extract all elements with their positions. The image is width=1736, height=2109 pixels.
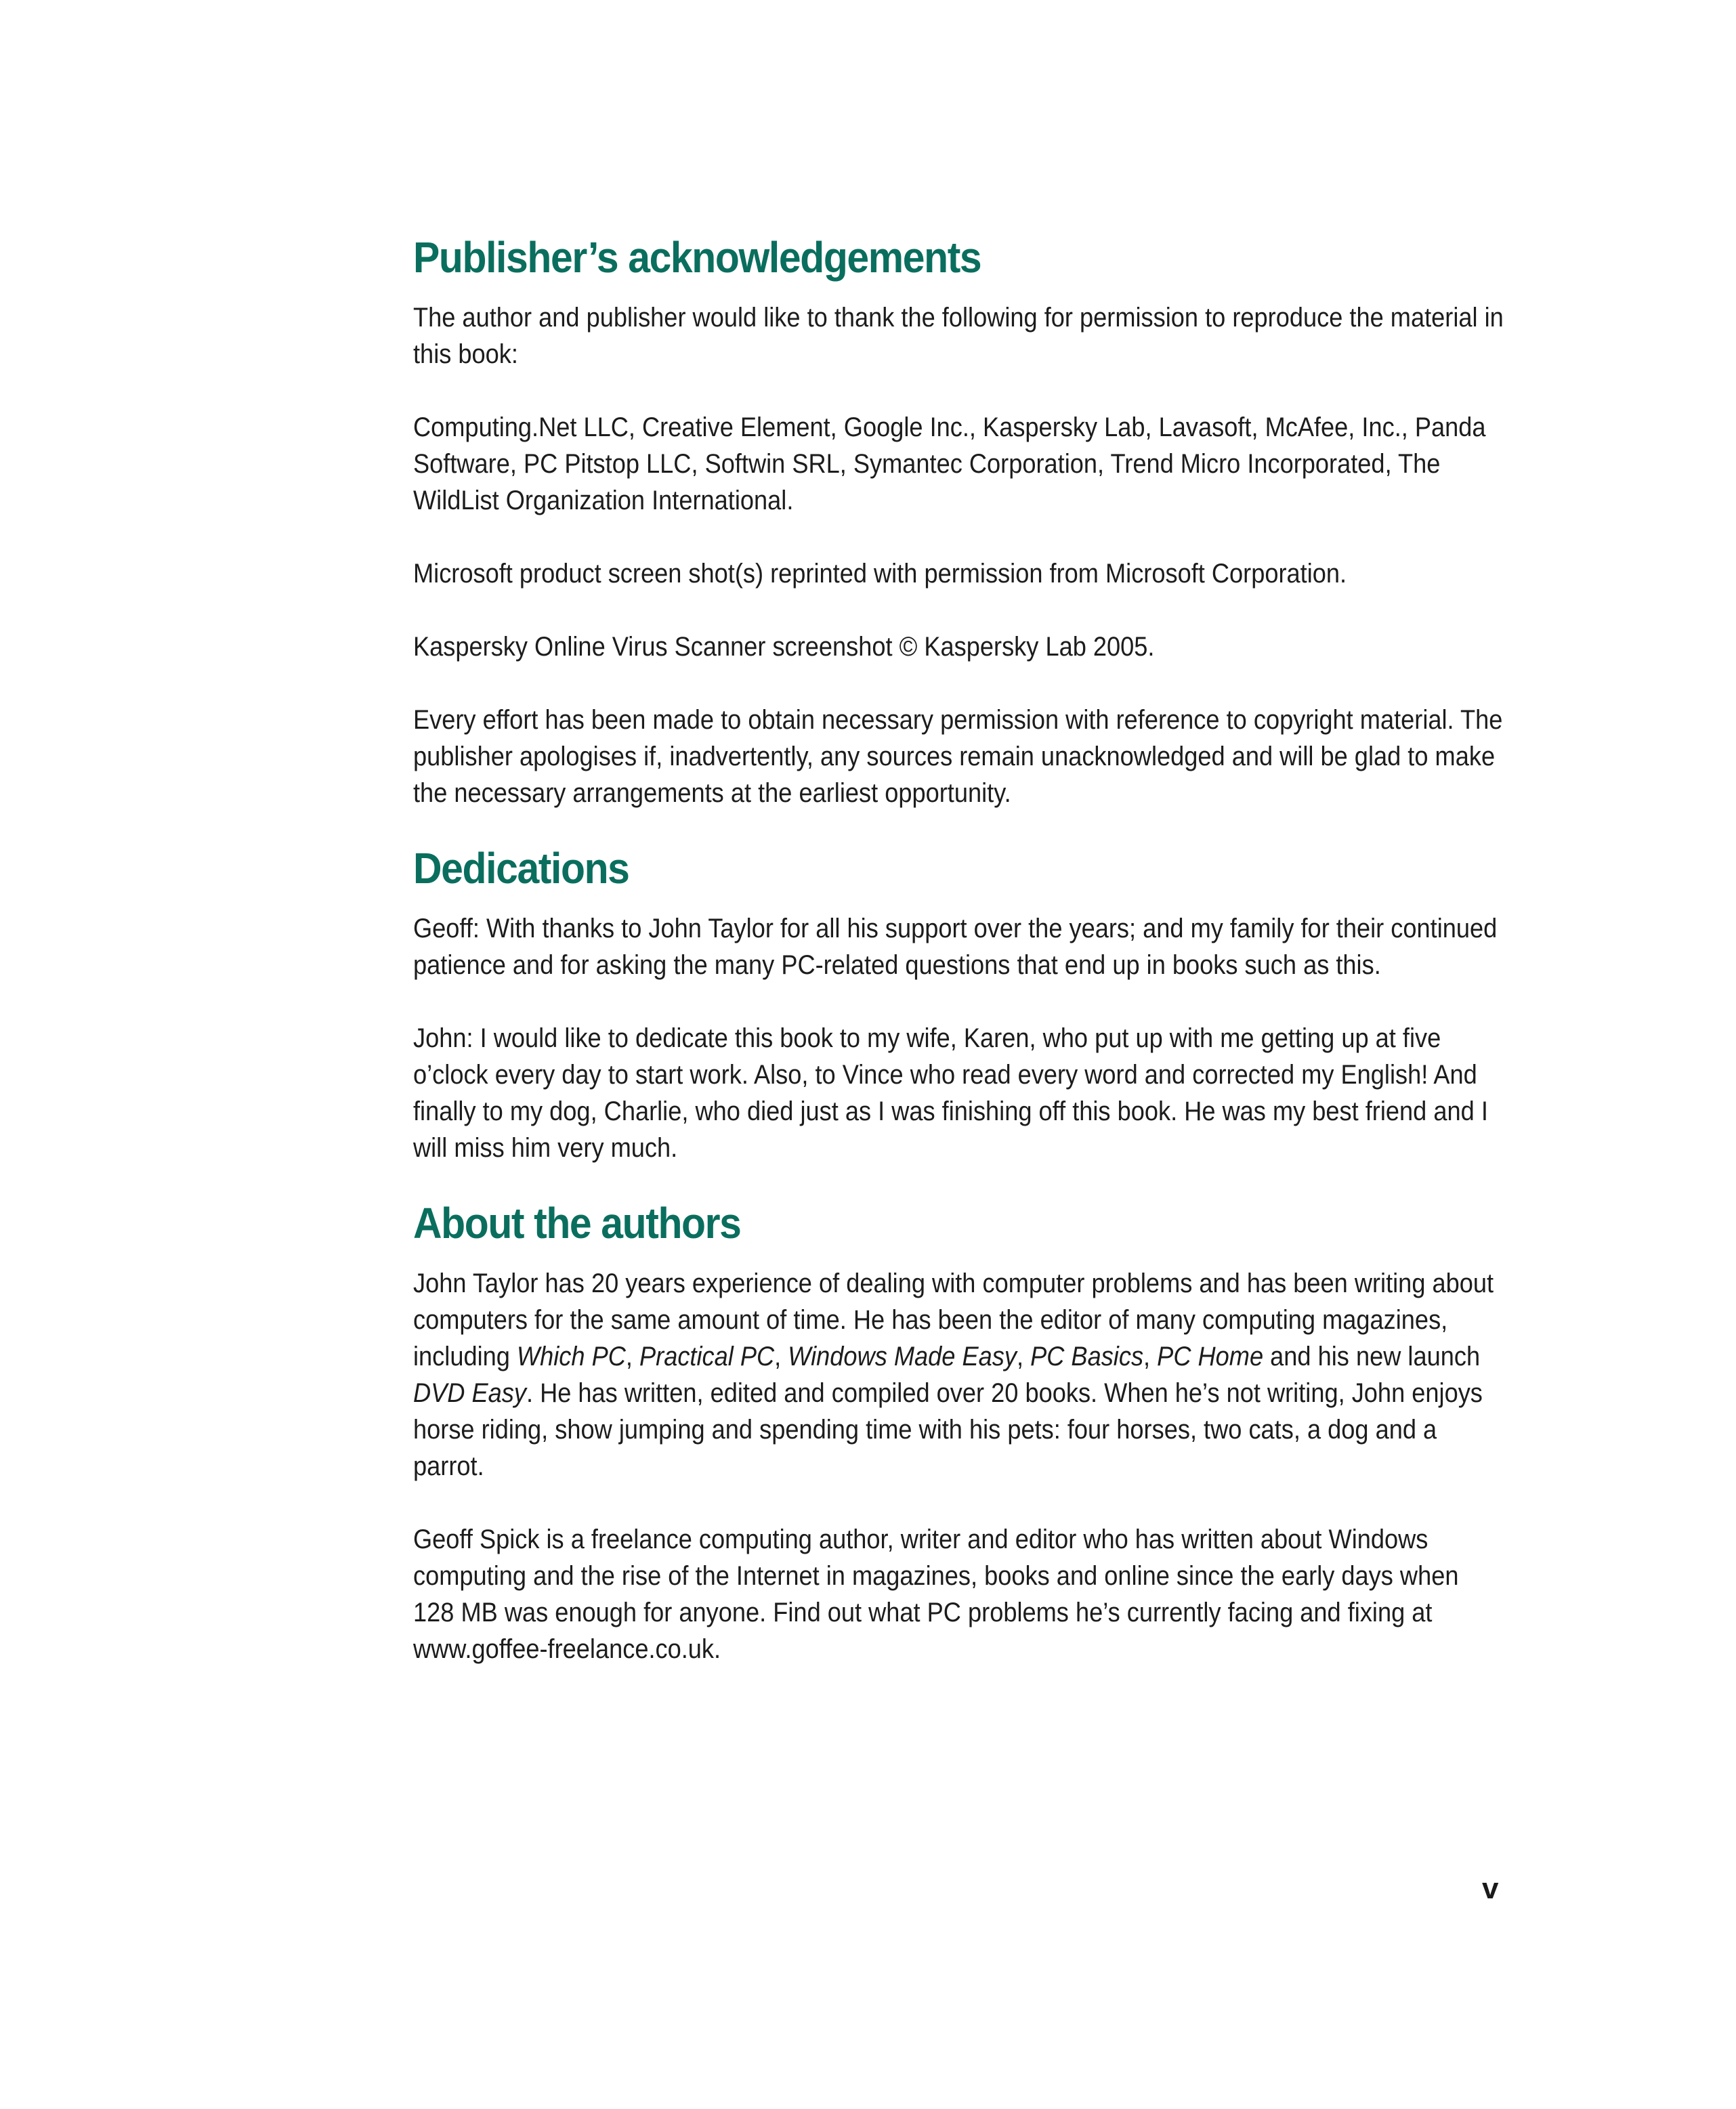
magazine-title: DVD Easy [413,1378,526,1408]
author-geoff-bio: Geoff Spick is a freelance computing author, writer and editor who has written about Windows computing and the rise of the Internet in magazines, books and online since the early days when 128 MB was enough for anyone. Find out what PC problems he’s currently facing and fixing at www.goffee-freelance.co.uk. [413,1525,1459,1664]
page-number: v [1482,1872,1499,1905]
acknowledgements-intro: The author and publisher would like to thank the following for permission to reproduce the material in this book: [413,303,1504,369]
acknowledgements-microsoft: Microsoft product screen shot(s) reprinted with permission from Microsoft Corporation. [413,559,1347,589]
dedication-john: John: I would like to dedicate this book to my wife, Karen, who put up with me getting up at five o’clock every day to start work. Also, to Vince who read every word and corrected my English! And finally to my dog, Charlie, who died just as I was finishing off this book. He was my best friend and I will miss him very much. [413,1023,1488,1163]
acknowledgements-effort: Every effort has been made to obtain necessary permission with reference to copyright material. The publisher apologises if, inadvertently, any sources remain unacknowledged and will be glad to make the necessary arrangements at the earliest opportunity. [413,705,1503,808]
magazine-title: Which PC [516,1342,626,1371]
bio-text: and his new launch [1263,1342,1481,1371]
magazine-title: Practical PC [639,1342,775,1371]
acknowledgements-companies: Computing.Net LLC, Creative Element, Google Inc., Kaspersky Lab, Lavasoft, McAfee, Inc., Panda Software, PC Pitstop LLC, Softwin SRL, Symantec Corporation, Trend Micro Incorporated, The WildList Organization International. [413,412,1486,515]
bio-text: John Taylor has 20 years experience of dealing with computer problems and has been writing about computers for the same amount of time. He has been the editor of many computing magazines, including [413,1269,1494,1371]
author-john-bio: John Taylor has 20 years experience of dealing with computer problems and has been writing about computers for the same amount of time. He has been the editor of many computing magazines, including Which PC, Practical PC, Windows Made Easy, PC Basics, PC Home and his new launch DVD Easy. He has written, edited and compiled over 20 books. When he’s not writing, John enjoys horse riding, show jumping and spending time with his pets: four horses, two cats, a dog and a parrot. [413,1269,1494,1481]
authors-heading: About the authors [413,1199,741,1248]
acknowledgements-heading: Publisher’s acknowledgements [413,233,981,282]
bio-text: . He has written, edited and compiled over 20 books. When he’s not writing, John enjoys horse riding, show jumping and spending time with his pets: four horses, two cats, a dog and a parrot. [413,1378,1483,1481]
acknowledgements-kaspersky: Kaspersky Online Virus Scanner screenshot © Kaspersky Lab 2005. [413,632,1155,662]
magazine-title: Windows Made Easy [788,1342,1017,1371]
page-content [413,230,1510,1667]
magazine-title: PC Home [1157,1342,1264,1371]
dedications-heading: Dedications [413,844,629,893]
magazine-title: PC Basics [1030,1342,1144,1371]
dedication-geoff: Geoff: With thanks to John Taylor for all his support over the years; and my family for their continued patience and for asking the many PC-related questions that end up in books such as this. [413,914,1498,980]
